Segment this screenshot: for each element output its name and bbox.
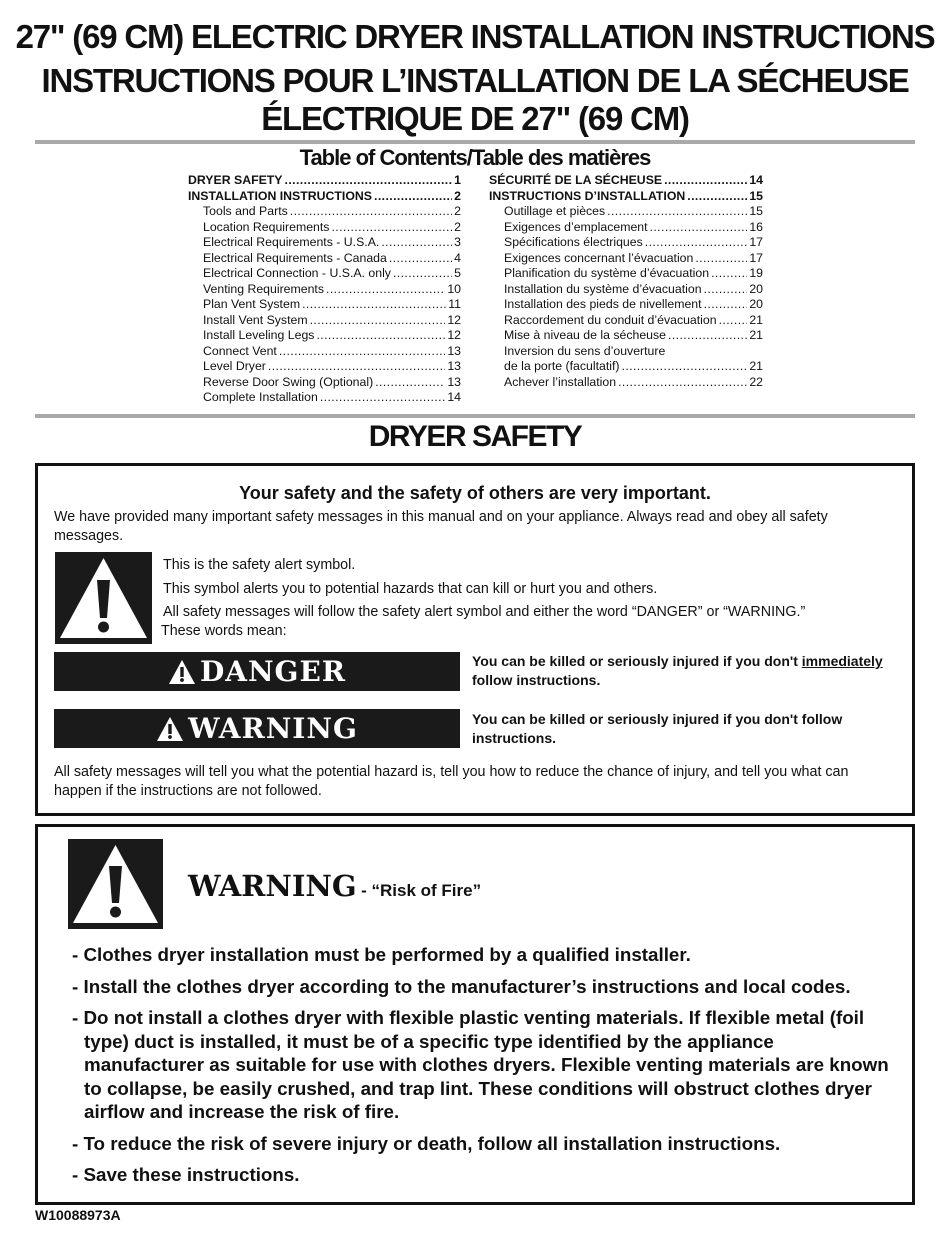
- toc-leader-dots: [381, 235, 452, 251]
- toc-entry-label: Connect Vent: [203, 343, 277, 358]
- warning-banner: [54, 709, 460, 748]
- alert-icon: [156, 716, 184, 742]
- toc-leader-dots: [375, 375, 445, 391]
- toc-entry-label: Raccordement du conduit d’évacuation: [504, 312, 717, 327]
- important-heading: Your safety and the safety of others are very important.: [239, 483, 711, 503]
- safety-box: [35, 463, 915, 816]
- divider: [35, 140, 915, 144]
- toc-entry-page: 12: [447, 312, 461, 327]
- symbol-line: All safety messages will follow the safety alert symbol and either the word “DANGER” or “WARNING.”: [163, 604, 806, 620]
- toc-english: [188, 173, 461, 406]
- toc-entry-label: DRYER SAFETY: [188, 173, 283, 187]
- toc-entry: [489, 328, 763, 344]
- toc-entry-label: Electrical Connection - U.S.A. only: [203, 266, 391, 280]
- toc-entry: [188, 328, 461, 344]
- fire-warning-heading: [188, 869, 481, 903]
- toc-entry-page: 17: [749, 250, 763, 265]
- toc-leader-dots: [331, 220, 452, 236]
- toc-entry-label: INSTRUCTIONS D’INSTALLATION: [489, 188, 686, 203]
- toc-leader-dots: [704, 282, 748, 298]
- list-item: - To reduce the risk of severe injury or death, follow all installation instructions.: [72, 1132, 781, 1154]
- toc-entry: [188, 266, 461, 282]
- safety-footer-text: All safety messages will tell you what the potential hazard is, tell you how to reduce the chance of injury, and tell you what can happen if the instructions are not followed.: [54, 764, 849, 799]
- toc-entry-page: 13: [447, 359, 461, 373]
- toc-entry: [489, 344, 763, 360]
- toc-leader-dots: [316, 328, 445, 344]
- toc-leader-dots: [310, 313, 446, 329]
- toc-entry-page: 20: [749, 297, 763, 311]
- toc-entry-label: Location Requirements: [203, 219, 330, 234]
- toc-entry: [188, 251, 461, 267]
- toc-leader-dots: [645, 235, 748, 251]
- toc-entry-label: Inversion du sens d’ouverture: [504, 343, 666, 358]
- toc-entry-page: 20: [749, 281, 763, 296]
- toc-entry: [188, 313, 461, 329]
- toc-entry: [188, 220, 461, 236]
- toc-entry: [489, 251, 763, 267]
- toc-entry-page: 15: [749, 204, 763, 218]
- toc-entry-page: 14: [749, 173, 763, 187]
- toc-entry: [489, 297, 763, 313]
- toc-entry-label: Plan Vent System: [203, 297, 301, 311]
- warning-triangle-icon: [55, 552, 152, 644]
- title-line-1: 27" (69 CM) ELECTRIC DRYER INSTALLATION INSTRUCTIONS: [15, 18, 935, 55]
- toc-title: Table of Contents/Table des matières: [299, 145, 651, 170]
- intro-text: We have provided many important safety messages in this manual and on your appliance. Always read and obey all safety messages.: [54, 509, 828, 544]
- toc-leader-dots: [393, 266, 452, 282]
- toc-entry: [489, 173, 763, 189]
- toc-leader-dots: [279, 344, 445, 360]
- danger-text: You can be killed or seriously injured if you don't immediately follow instructions.: [472, 653, 883, 688]
- toc-leader-dots: [695, 251, 747, 267]
- toc-entry-label: Reverse Door Swing (Optional): [203, 374, 374, 389]
- toc-entry-label: Install Vent System: [203, 312, 308, 327]
- toc-entry-page: 2: [454, 204, 461, 218]
- toc-entry: [489, 220, 763, 236]
- warning-label: WARNING: [188, 712, 358, 745]
- toc-entry-label: Mise à niveau de la sécheuse: [504, 328, 667, 342]
- list-item: - Do not install a clothes dryer with flexible plastic venting materials. If flexible metal (foil type) duct is installed, it must be of a specific type identified by the appliance manufacturer as suitable for use with clothes dryers. Flexible venting materials are known to collapse, be easily crushed, and trap lint. These conditions will obstruct clothes dryer airflow and increase the risk of fire.: [72, 1007, 889, 1122]
- toc-entry-page: 16: [749, 219, 763, 234]
- toc-entry-page: 15: [749, 188, 763, 203]
- toc-leader-dots: [650, 220, 748, 236]
- toc-leader-dots: [320, 390, 445, 406]
- toc-entry-label: Outillage et pièces: [504, 204, 606, 218]
- toc-entry-label: Achever l’installation: [504, 374, 617, 389]
- toc-entry: [489, 375, 763, 391]
- toc-entry-page: 11: [448, 297, 461, 311]
- toc-entry: [188, 344, 461, 360]
- toc-entry-page: 22: [749, 374, 763, 389]
- section-heading: DRYER SAFETY: [368, 420, 582, 453]
- toc-entry: [188, 390, 461, 406]
- toc-entry-page: 10: [447, 281, 461, 296]
- toc-leader-dots: [374, 189, 452, 205]
- toc-entry: [489, 313, 763, 329]
- warning-triangle-icon: [68, 839, 163, 929]
- toc-leader-dots: [664, 173, 747, 189]
- symbol-line: This symbol alerts you to potential hazards that can kill or hurt you and others.: [163, 581, 658, 597]
- toc-entry-page: 21: [749, 359, 763, 373]
- toc-entry: [489, 359, 763, 375]
- toc-entry: [188, 204, 461, 220]
- toc-entry: [188, 235, 461, 251]
- toc-entry-page: 17: [749, 235, 763, 249]
- toc-leader-dots: [711, 266, 747, 282]
- warning-text: You can be killed or seriously injured if you don't follow instructions.: [472, 711, 843, 746]
- toc-entry-label: de la porte (facultatif): [504, 359, 620, 373]
- toc-entry-label: Exigences concernant l’évacuation: [504, 250, 694, 265]
- alert-icon: [168, 659, 196, 685]
- toc-leader-dots: [622, 359, 748, 375]
- title-line-2: INSTRUCTIONS POUR L’INSTALLATION DE LA SÉCHEUSE: [41, 62, 909, 99]
- toc-entry-page: 3: [454, 235, 461, 249]
- symbol-line: This is the safety alert symbol.: [163, 557, 356, 573]
- toc-entry-page: 5: [454, 266, 461, 280]
- toc-entry: [188, 375, 461, 391]
- toc-french: [489, 173, 763, 390]
- toc-entry-label: Install Leveling Legs: [203, 328, 315, 342]
- fire-warning-box: [35, 824, 915, 1205]
- toc-entry: [489, 204, 763, 220]
- toc-leader-dots: [618, 375, 747, 391]
- toc-entry-page: 1: [454, 173, 461, 187]
- list-item: - Save these instructions.: [72, 1164, 300, 1185]
- danger-label: DANGER: [199, 655, 347, 688]
- toc-entry-page: 21: [749, 312, 763, 327]
- toc-entry: [489, 282, 763, 298]
- toc-entry: [188, 297, 461, 313]
- toc-entry-label: Venting Requirements: [203, 281, 324, 296]
- toc-leader-dots: [302, 297, 446, 313]
- toc-entry: [188, 173, 461, 189]
- toc-entry: [188, 189, 461, 205]
- toc-entry-page: 12: [447, 328, 461, 342]
- toc-entry-page: 21: [749, 328, 763, 342]
- toc-entry-label: Spécifications électriques: [504, 235, 643, 249]
- toc-leader-dots: [687, 189, 747, 205]
- toc-entry: [489, 235, 763, 251]
- toc-entry-page: 13: [447, 374, 461, 389]
- toc-entry-label: INSTALLATION INSTRUCTIONS: [188, 188, 372, 203]
- toc-leader-dots: [326, 282, 445, 298]
- toc-entry: [489, 189, 763, 205]
- toc-entry: [188, 359, 461, 375]
- toc-entry-page: 19: [749, 266, 763, 280]
- title-line-3: ÉLECTRIQUE DE 27" (69 CM): [261, 100, 689, 137]
- toc-entry-page: 2: [454, 188, 461, 203]
- toc-leader-dots: [668, 328, 747, 344]
- fire-warning-subtitle: - “Risk of Fire”: [361, 881, 482, 900]
- toc-entry-label: Exigences d’emplacement: [504, 219, 648, 234]
- toc-entry-page: 13: [447, 343, 461, 358]
- toc-entry: [188, 282, 461, 298]
- toc-leader-dots: [285, 173, 453, 189]
- toc-entry-label: SÉCURITÉ DE LA SÉCHEUSE: [489, 173, 663, 187]
- toc-entry-label: Level Dryer: [203, 359, 266, 373]
- danger-banner: [54, 652, 460, 691]
- toc-leader-dots: [719, 313, 748, 329]
- list-item: - Clothes dryer installation must be performed by a qualified installer.: [72, 944, 691, 965]
- symbol-line: These words mean:: [161, 623, 287, 639]
- list-item: - Install the clothes dryer according to the manufacturer’s instructions and local codes.: [72, 975, 851, 997]
- toc-entry-label: Complete Installation: [203, 390, 318, 404]
- toc-entry-label: Tools and Parts: [203, 204, 288, 218]
- fire-warning-title: WARNING: [188, 869, 357, 903]
- toc-entry-label: Installation des pieds de nivellement: [504, 297, 702, 311]
- toc-leader-dots: [607, 204, 747, 220]
- toc-entry-page: 4: [454, 250, 461, 265]
- toc-entry-label: Planification du système d’évacuation: [504, 266, 710, 280]
- toc-entry-page: 14: [447, 390, 461, 404]
- divider: [35, 414, 915, 418]
- toc-entry-label: Electrical Requirements - Canada: [203, 250, 387, 265]
- fire-warning-list: [72, 943, 892, 1195]
- toc-leader-dots: [290, 204, 452, 220]
- toc-entry-label: Installation du système d’évacuation: [504, 281, 702, 296]
- toc-leader-dots: [389, 251, 452, 267]
- toc-entry: [489, 266, 763, 282]
- toc-leader-dots: [268, 359, 445, 375]
- document-code: W10088973A: [35, 1207, 121, 1223]
- toc-entry-label: Electrical Requirements - U.S.A.: [203, 235, 380, 249]
- toc-entry-page: 2: [454, 219, 461, 234]
- toc-leader-dots: [704, 297, 748, 313]
